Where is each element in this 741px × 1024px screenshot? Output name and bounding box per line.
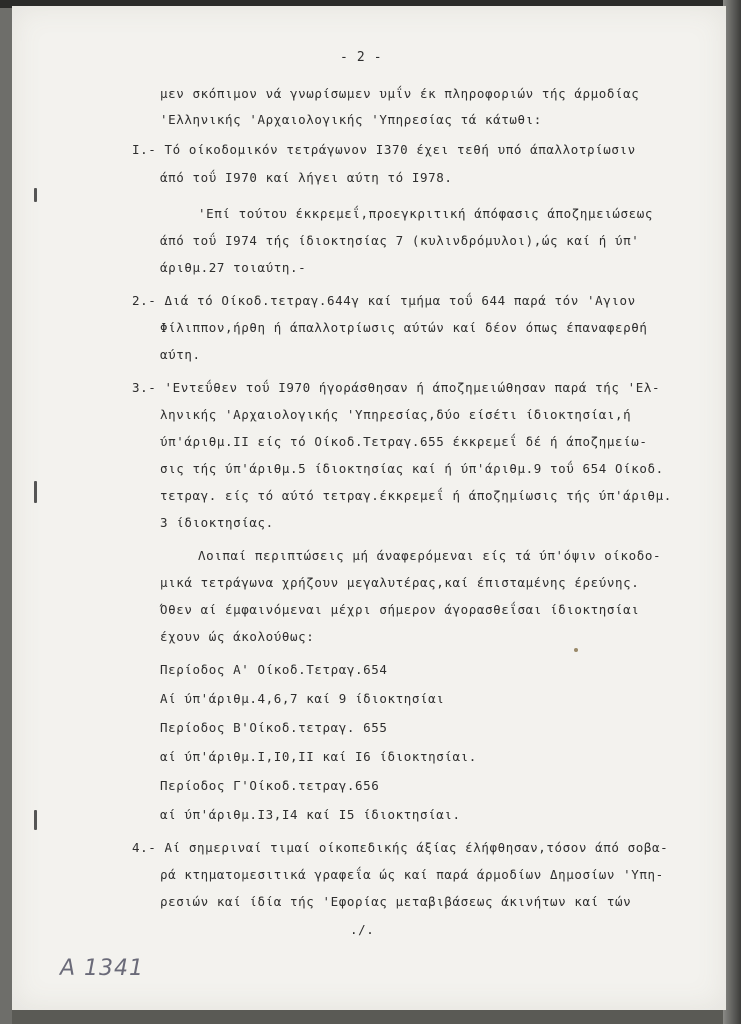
text-line: αί ύπ'άριθμ.Ι,Ι0,ΙΙ καί Ι6 ίδιοκτησίαι.: [160, 749, 477, 764]
text-line: 4.- Αί σημεριναί τιμαί οίκοπεδικής άξίας έλήφθησαν,τόσον άπό σοβα-: [132, 840, 669, 855]
text-line: σις τής ύπ'άριθμ.5 ίδιοκτησίας καί ή ύπ'άριθμ.9 τοΰ 654 Οίκοδ.: [160, 461, 664, 476]
text-line: ύπ'άριθμ.II είς τό Οίκοδ.Τετραγ.655 έκκρεμεΐ δέ ή άποζημείω-: [160, 434, 648, 449]
text-line: αύτη.: [160, 347, 201, 362]
scan-border-left: [0, 0, 12, 1024]
margin-mark: [34, 188, 37, 202]
text-line: Περίοδος Α' Οίκοδ.Τετραγ.654: [160, 662, 388, 677]
text-line: Αί ύπ'άριθμ.4,6,7 καί 9 ίδιοκτησίαι: [160, 691, 445, 706]
document-page: [12, 6, 726, 1010]
text-line: ληνικής 'Αρχαιολογικής 'Υπηρεσίας,δύο είσέτι ίδιοκτησίαι,ή: [160, 407, 632, 422]
text-line: άπό τοΰ I974 τής ίδιοκτησίας 7 (κυλινδρόμυλοι),ώς καί ή ύπ': [160, 233, 640, 248]
text-line: ρεσιών καί ίδία τής 'Εφορίας μεταβιβάσεως άκινήτων καί τών: [160, 894, 632, 909]
text-line: αί ύπ'άριθμ.Ι3,Ι4 καί Ι5 ίδιοκτησίαι.: [160, 807, 461, 822]
text-line: ρά κτηματομεσιτικά γραφεΐα ώς καί παρά άρμοδίων Δημοσίων 'Υπη-: [160, 867, 664, 882]
text-line: 2.- Διά τό Οίκοδ.τετραγ.644γ καί τμήμα τοΰ 644 παρά τόν 'Αγιον: [132, 293, 636, 308]
continuation-mark: ./.: [350, 922, 375, 937]
text-line: Περίοδος Β'Οίκοδ.τετραγ. 655: [160, 720, 388, 735]
margin-mark: [34, 481, 37, 503]
text-line: Φίλιππον,ήρθη ή άπαλλοτρίωσις αύτών καί δέον όπως έπαναφερθή: [160, 320, 648, 335]
paper-speck: [574, 648, 578, 652]
text-line: Όθεν αί έμφαινόμεναι μέχρι σήμερον άγορασθεΐσαι ίδιοκτησίαι: [160, 602, 640, 617]
text-line: Λοιπαί περιπτώσεις μή άναφερόμεναι είς τά ύπ'όψιν οίκοδο-: [198, 548, 662, 563]
text-line: 'Ελληνικής 'Αρχαιολογικής 'Υπηρεσίας τά κάτωθι:: [160, 112, 542, 127]
handwritten-archive-number: Α 1341: [60, 956, 145, 981]
text-line: άριθμ.27 τοιαύτη.-: [160, 260, 307, 275]
text-line: I.- Τό οίκοδομικόν τετράγωνον I370 έχει τεθή υπό άπαλλοτρίωσιν: [132, 142, 636, 157]
margin-mark: [34, 810, 37, 830]
text-line: μικά τετράγωνα χρήζουν μεγαλυτέρας,καί έπισταμένης έρεύνης.: [160, 575, 640, 590]
text-line: 3 ίδιοκτησίας.: [160, 515, 274, 530]
text-line: Περίοδος Γ'Οίκοδ.τετραγ.656: [160, 778, 380, 793]
page-number: - 2 -: [340, 50, 383, 65]
text-line: τετραγ. είς τό αύτό τετραγ.έκκρεμεΐ ή άποζημίωσις τής ύπ'άριθμ.: [160, 488, 672, 503]
text-line: 'Επί τούτου έκκρεμεΐ,προεγκριτική άπόφασις άποζημειώσεως: [198, 206, 654, 221]
text-line: μεν σκόπιμον νά γνωρίσωμεν υμΐν έκ πληροφοριών τής άρμοδίας: [160, 86, 640, 101]
text-line: άπό τοΰ I970 καί λήγει αύτη τό I978.: [160, 170, 453, 185]
text-line: 3.- 'Εντεΰθεν τοΰ I970 ήγοράσθησαν ή άποζημειώθησαν παρά τής 'Ελ-: [132, 380, 661, 395]
text-line: έχουν ώς άκολούθως:: [160, 629, 315, 644]
